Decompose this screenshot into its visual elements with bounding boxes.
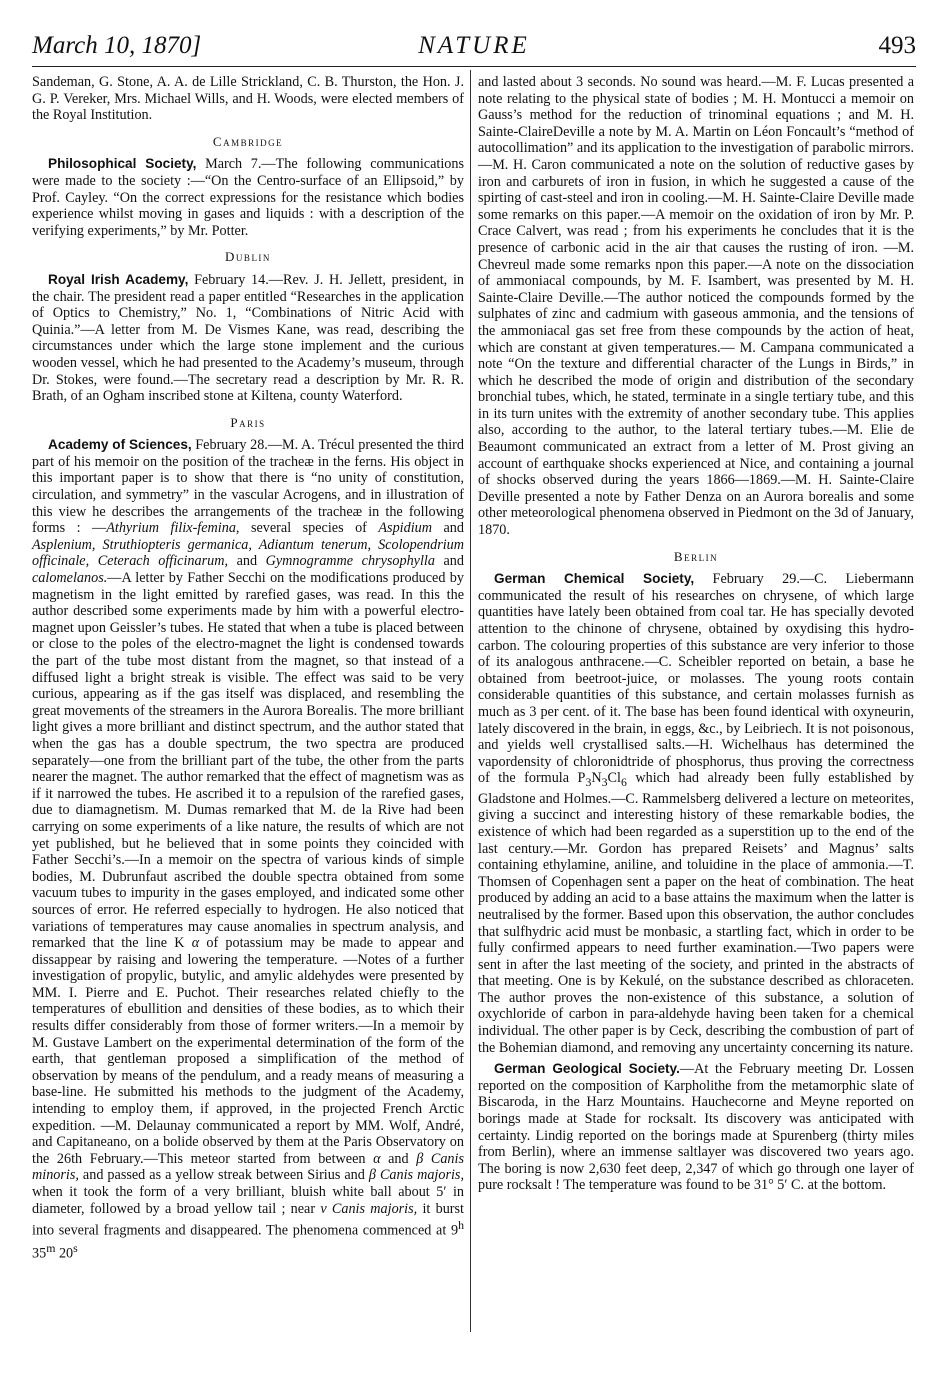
section-heading-berlin: Berlin <box>673 548 719 564</box>
right-column <box>478 74 914 1199</box>
page-number: 493 <box>878 32 916 59</box>
paris-continuation: and lasted about 3 seconds. No sound was heard.—M. F. Lucas presented a note relating to the physical state of bodies ; M. H. Montucci a memoir on Gauss’s method for the reduction of trinominal equations ; and M. H. Sainte-ClaireDeville a note by M. A. Martin on Léon Foncault’s “method of autocollimation” and its application to the investigation of parabolic mirrors.—M. H. Caron communicated a note on the solution of reductive gases by iron and carburets of iron in fusion, in which he suggested a cause of the spirting of cast-steel and iron in cooling.—M. H. Sainte-Claire Deville made some remarks on this paper.—A memoir on the oxidation of iron by Mr. P. Crace Calvert, was read ; from his experiments he concludes that it is the presence of carbonic acid in the air that causes the rusting of iron. —M. Chevreul made some remarks npon this paper.—A note on the dissociation of ammoniacal compounds, by M. F. Isambert, was presented by M. H. Sainte-Claire Deville.—The author noticed the compounds formed by the sulphates of zinc and cadmium with gaseous ammonia, and the tensions of the ammoniacal gas set free from these compounds by the action of heat, which are constant at given temperatures.— M. Campana communicated a note “On the texture and differential character of the Lungs in Birds,” in which he described the mode of origin and distribution of the secondary bronchial tubes, which, he stated, terminate in a single tertiary tube, and this in its turn unites with the extremity of another secondary tube. This applies also, according to the author, to the lateral tertiary tubes.—M. Elie de Beaumont communicated an extract from a letter of M. Prost giving an account of earthquake shocks experienced at Nice, and containing a journal of shocks observed during the years 1866—1869.—M. H. Sainte-Claire Deville presented a note by Father Denza on an Aurora borealis and some other meteorological phenomena observed in Piedmont on the 3d of January, 1870. <box>478 74 915 539</box>
society-name: Academy of Sciences, <box>48 437 192 453</box>
society-name: German Geological Society. <box>494 1061 680 1077</box>
column-divider <box>470 70 471 1332</box>
cambridge-paragraph: Philosophical Society, March 7.—The following communications were made to the society :—“On the Centro-surface of an Ellipsoid,” by Prof. Cayley. “On the correct expressions for the resistance which bodies experience whilst moving in gases and liquids : with a description of the verifying experiments,” by Mr. Potter. <box>32 156 464 239</box>
left-column <box>32 74 464 1267</box>
intro-paragraph: Sandeman, G. Stone, A. A. de Lille Strickland, C. B. Thurston, the Hon. J. G. P. Vereker, Mrs. Michael Wills, and H. Woods, were elected members of the Royal Institution. <box>32 74 464 124</box>
page-header <box>32 32 916 66</box>
issue-date: March 10, 1870] <box>32 32 202 59</box>
dublin-paragraph: Royal Irish Academy, February 14.—Rev. J. H. Jellett, president, in the chair. The president read a paper entitled “Researches in the application of Optics to Chemistry,” No. 1, “Combinations of Nitric Acid with Quinia.”—A letter from M. De Vismes Kane, was read, describing the circumstances under which the large stone implement and the curious wooden vessel, which he had presented to the Academy’s museum, through Dr. Stokes, were found.—The secretary read a description by Mr. R. R. Brath, of an Ogham inscribed stone at Kiltena, county Waterford. <box>32 271 464 405</box>
society-name: Philosophical Society, <box>48 156 197 172</box>
header-rule <box>32 66 916 67</box>
society-name: Royal Irish Academy, <box>48 271 189 287</box>
section-heading-dublin: Dublin <box>225 249 271 265</box>
section-heading-paris: Paris <box>230 414 266 430</box>
journal-title: NATURE <box>418 32 530 59</box>
society-name: German Chemical Society, <box>494 571 695 587</box>
chemical-society-paragraph: German Chemical Society, February 29.—C. Liebermann communicated the result of his researches on chrysene, of which large quantities have lately been obtained from coal tar. He has specially devoted attention to the chinone of chrysene, obtained by oxydising this hydro-carbon. The colouring properties of this substance are very inferior to those of its analogous anthracene.—C. Scheibler reported on betain, a base he obtained from beetroot-juice, or molasses. The young roots contain considerable quantities of this substance, and certain molasses furnish as much as 3 per cent. of it. The base has been found identical with oxyneurin, lately discovered in the brain, in eggs, &c., by Leibriech. It is not poisonous, and yields well crystallised salts.—H. Wichelhaus has determined the vapordensity of chloronidtride of phosphorus, thus proving the correctness of the formula $P_3N_3Cl_6$ which had already been fully established by Gladstone and Holmes.—C. Rammelsberg delivered a lecture on meteorites, giving a succinct and interesting history of these remarkable bodies, the existence of which had been regarded as a superstition up to the end of the last century.—Mr. Gordon has prepared Reisets’ and Magnus’ salts containing ethylamine, aniline, and toluidine in the place of ammonia.—T. Thomsen of Copenhagen sent a paper on the heat of combination. The heat produced by adding an acid to a base attains the maximum when the latter is neutralised by the former. Based upon this observation, the author concludes that sulfhydric acid must be monbasic, a startling fact, which in order to be fully confirmed appears to need further examination.—Two papers were sent in after the last meeting of the society, and printed in the abstracts of that meeting. One is by Kekulé, on the substance described as chloraceten. The author proves the non-existence of this substance, a solution of oxychloride of carbon in para-aldehyde having been taken for a chemical individual. The other paper is by Ceck, describing the combustion of part of the Bohemian diamond, and removing any uncertainty concerning its nature. <box>478 571 915 1056</box>
paris-paragraph: Academy of Sciences, February 28.—M. A. Trécul presented the third part of his memoir on the position of the tracheæ in the ferns. His object in this important paper is to show that there is “no unity of constitution, circulation, and symmetry” in the vascular Acrogens, and in illustration of this view he describes the arrangements of the tracheæ in the following forms : —Athyrium filix-femina, several species of Aspidium and Asplenium, Struthiopteris germanica, Adiantum tenerum, Scolopendrium officinale, Ceterach officinarum, and Gymnogramme chrysophylla and calomelanos.—A letter by Father Secchi on the modifications produced by magnetism in the light emitted by rarefied gases, was read. In this the author described some experiments made by him with a powerful electro-magnet upon Geissler’s tubes. He stated that when a tube is placed between or close to the poles of the electro-magnet the light is condensed towards the part of the tube most distant from the magnet, so that instead of a diffused light a bright streak is visible. The effect was said to be very curious, appearing as if the gas itself was displaced, and resembling the great movements of the streamers in the Aurora Borealis. The more brilliant light gives a more brilliant and distinct spectrum, and the author stated that when the gas has a double spectrum, the two spectra are produced separately—one from the brilliant part of the tube, the other from the parts nearer the magnet. The author remarked that the effect of magnetism was as if it narrowed the tubes. He ascribed it to a repulsion of the rarefied gases, due to diamagnetism. M. Dumas remarked that M. de la Rive had been carrying on some experiments of a like nature, the results of which are not yet published, but he believed that in some points they coincided with Father Secchi’s.—In a memoir on the spectra of various kinds of simple bodies, M. Dubrunfaut ascribed the double spectra obtained from some vacuum tubes to impurity in the gases employed, and indicated some other sources of error. He referred especially to hydrogen. He also noticed that variations of temperatures may cause anomalies in spectrum analysis, and remarked that the line K α of potassium may be made to appear and dissappear by raising and lowering the temperature. —Notes of a further investigation of propylic, butylic, and amylic aldehydes were presented by MM. I. Pierre and E. Puchot. Their researches related chiefly to the temperatures of ebullition and densities of these bodies, as to which their results differ considerably from those of former writers.—In a memoir by M. Gustave Lambert on the experimental determination of the form of the earth, that gentleman proposed a simplification of the method of observation by means of the pendulum, and a ready means of measuring a base-line. He submitted his methods to the judgment of the Academy, intending to employ them, if approved, in the projected French Arctic expedition. —M. Delaunay communicated a report by MM. Wolf, André, and Capitaneano, on a bolide observed by them at the Paris Observatory on the 26th February.—This meteor started from between α and β Canis minoris, and passed as a yellow streak between Sirius and β Canis majoris, when it took the form of a very brilliant, bluish white ball about 5′ in diameter, followed by a broad yellow tail ; near ν Canis majoris, it burst into several fragments and disappeared. The phenomena commenced at 9$^h$ 35$^m$ 20$^s$ <box>32 437 465 1262</box>
section-heading-cambridge: Cambridge <box>212 133 284 149</box>
geological-society-paragraph: German Geological Society.—At the February meeting Dr. Lossen reported on the composition of Karpholithe from the metamorphic slate of Biscaroda, in the Harz Mountains. Hauchecorne and Meyne reported on borings made at Stade for rocksalt. Its discovery was anticipated with certainty. Lindig reported on the borings made at Spurenberg (thirty miles from Berlin), where an immense saltlayer was discovered two years ago. The boring is now 2,630 feet deep, 2,347 of which go through one layer of pure rocksalt ! The temperature was found to be 31° 5′ C. at the bottom. <box>478 1061 915 1194</box>
